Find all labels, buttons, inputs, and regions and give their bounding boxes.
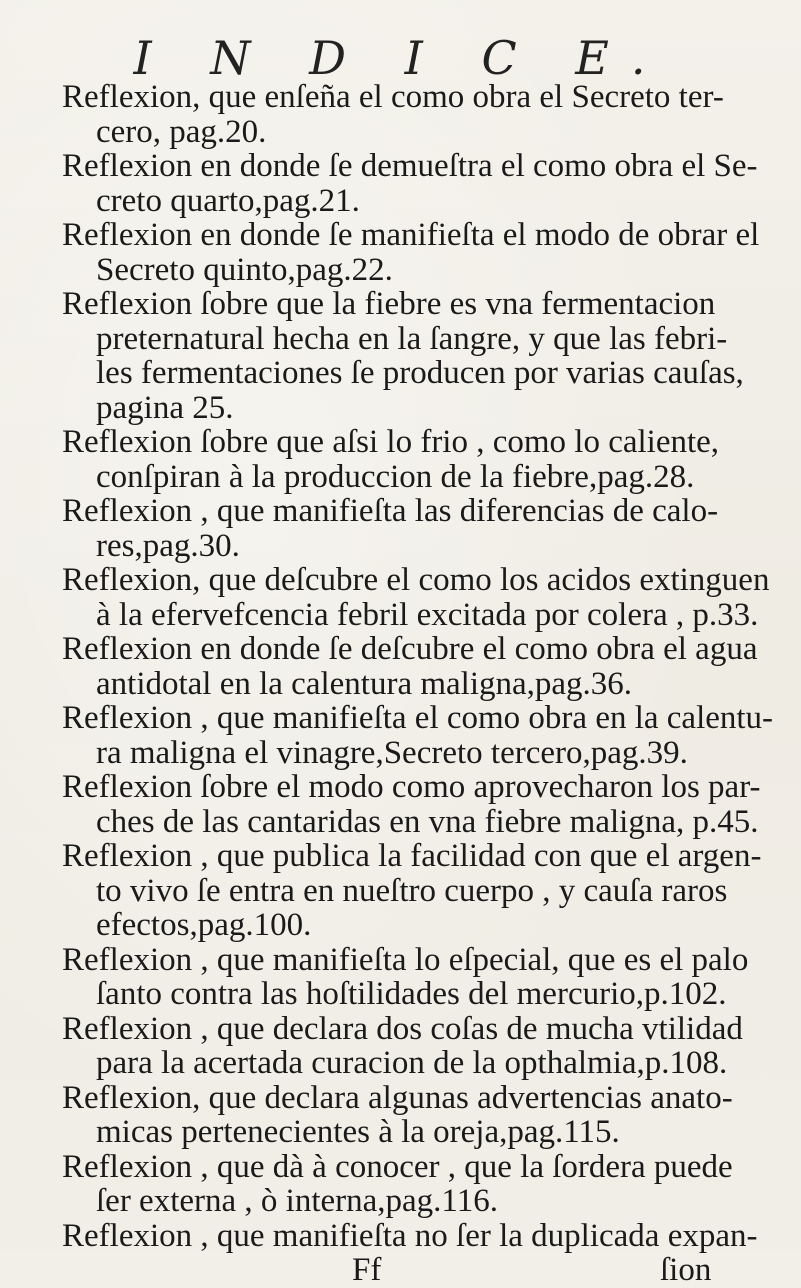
index-entry-line: Reflexion , que manifieſta no ſer la duplicada expan- [62, 1217, 758, 1254]
index-entry-line: Reflexion , que manifieſta el como obra en la calentu- [62, 700, 774, 736]
page-title: I N D I C E. [133, 31, 668, 85]
index-entry-continuation: conſpiran à la produccion de la fiebre,pag.28. [96, 458, 695, 495]
index-entry-continuation: à la efervefcencia febril excitada por colera , p.33. [96, 596, 759, 633]
index-entry-continuation: para la acertada curacion de la opthalmia,p.108. [96, 1045, 728, 1081]
index-entry-line: Reflexion , que manifieſta las diferencias de calo- [62, 493, 719, 529]
index-entry-continuation: efectos,pag.100. [96, 907, 312, 943]
index-entry-continuation: ſer externa , ò interna,pag.116. [96, 1183, 498, 1219]
index-entry-continuation: Secreto quinto,pag.22. [96, 251, 393, 288]
index-entry-continuation: ra maligna el vinagre,Secreto tercero,pag.39. [96, 734, 688, 771]
index-entry-line: Reflexion , que publica la facilidad con que el argen- [62, 838, 762, 874]
index-entry-line: Reflexion , que manifieſta lo eſpecial, que es el palo [62, 941, 749, 978]
index-entry-line: Reflexion ſobre el modo como aprovecharon los par- [62, 769, 761, 805]
index-entry-line: Reflexion, que enſeña el como obra el Secreto ter- [62, 79, 724, 115]
index-entry-continuation: micas pertenecientes à la oreja,pag.115. [96, 1114, 620, 1150]
index-entry-line: Reflexion , que declara dos coſas de mucha vtilidad [62, 1010, 743, 1047]
signature-row [62, 1253, 772, 1288]
index-entry-continuation: preternatural hecha en la ſangre, y que las febri- [96, 320, 728, 357]
index-entry-line: Reflexion ſobre que aſsi lo frio , como lo caliente, [62, 424, 720, 460]
index-entry-line: Reflexion en donde ſe demueſtra el como obra el Se- [62, 148, 758, 184]
index-entry-continuation: ches de las cantaridas en vna fiebre maligna, p.45. [96, 803, 759, 840]
printer-signature: Ff [352, 1252, 382, 1288]
index-entry-continuation: antidotal en la calentura maligna,pag.36. [96, 665, 633, 702]
index-entry-continuation: to vivo ſe entra en nueſtro cuerpo , y cauſa raros [96, 872, 728, 909]
index-entry-line: Reflexion en donde ſe manifieſta el modo de obrar el [62, 217, 760, 253]
index-entry-continuation: res,pag.30. [96, 527, 240, 564]
index-entry-continuation: creto quarto,pag.21. [96, 182, 360, 219]
index-entry-line: Reflexion, que deſcubre el como los acidos extinguen [62, 562, 770, 598]
index-entry-line: Reflexion ſobre que la fiebre es vna fermentacion [62, 286, 716, 322]
index-entry-continuation: ſanto contra las hoſtilidades del mercurio,p.102. [96, 976, 727, 1012]
index-entry-line: Reflexion en donde ſe deſcubre el como obra el agua [62, 631, 758, 667]
index-entry-line: Reflexion, que declara algunas advertencias anato- [62, 1079, 733, 1116]
index-entry-continuation: les fermentaciones ſe producen por varias cauſas, [96, 355, 744, 391]
index-entry-continuation: pagina 25. [96, 389, 234, 426]
index-entry-continuation: cero, pag.20. [96, 113, 267, 150]
index-entries [62, 80, 772, 1288]
catchword: ſion [660, 1252, 712, 1288]
index-entry-line: Reflexion , que dà à conocer , que la ſordera puede [62, 1148, 733, 1185]
